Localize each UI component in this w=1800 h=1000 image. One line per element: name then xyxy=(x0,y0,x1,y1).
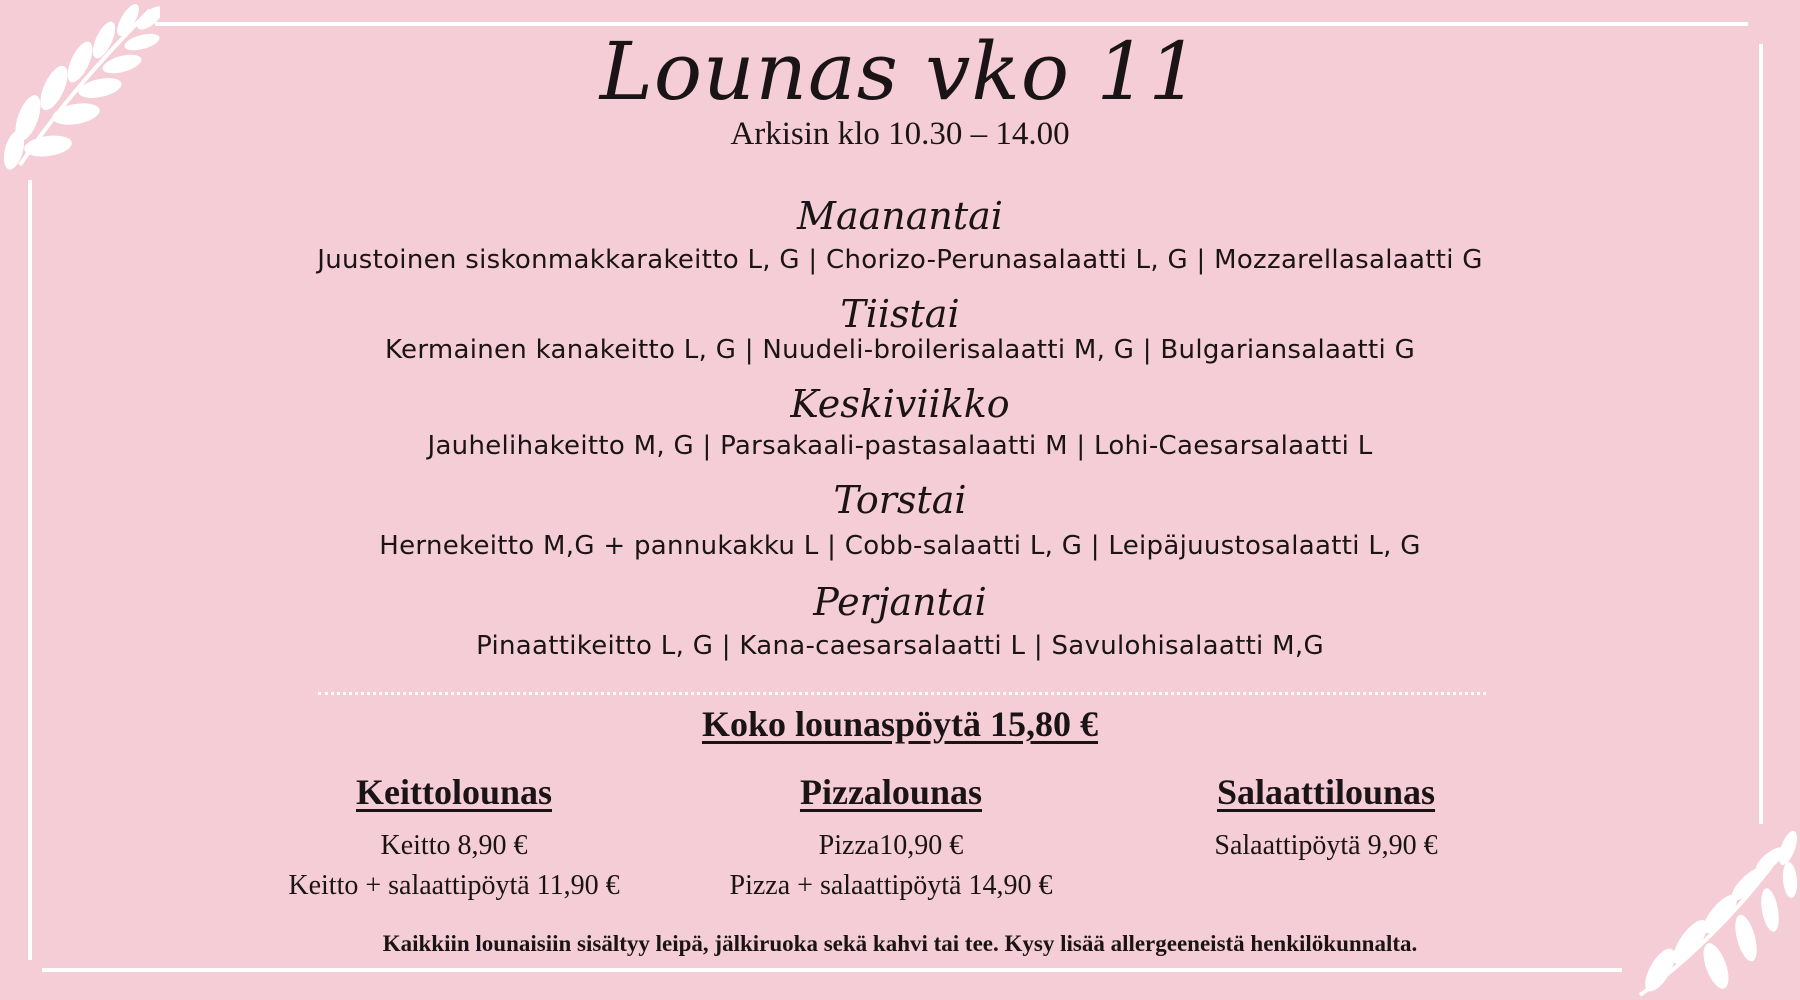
price-column-soup xyxy=(214,768,694,906)
day-heading-monday: Maanantai xyxy=(797,194,1003,238)
day-dishes-tuesday: Kermainen kanakeitto L, G | Nuudeli-broilerisalaatti M, G | Bulgariansalaatti G xyxy=(384,335,1416,365)
leaf-branch-icon xyxy=(1620,820,1800,1000)
section-divider xyxy=(318,692,1486,695)
price-column-pizza xyxy=(651,768,1131,906)
full-buffet-price: Koko lounaspöytä 15,80 € xyxy=(701,704,1099,744)
price-column-title: Pizzalounas xyxy=(799,772,982,812)
footer-note: Kaikkiin lounaisiin sisältyy leipä, jälkiruoka sekä kahvi tai tee. Kysy lisää allergeeneistä henkilökunnalta. xyxy=(382,931,1418,956)
day-dishes-wednesday: Jauhelihakeitto M, G | Parsakaali-pastasalaatti M | Lohi-Caesarsalaatti L xyxy=(427,431,1373,461)
price-column-title: Keittolounas xyxy=(355,772,552,812)
day-heading-wednesday: Keskiviikko xyxy=(790,382,1010,426)
day-dishes-thursday: Hernekeitto M,G + pannukakku L | Cobb-salaatti L, G | Leipäjuustosalaatti L, G xyxy=(379,531,1421,561)
price-line: Keitto 8,90 € xyxy=(380,830,528,861)
day-dishes-friday: Pinaattikeitto L, G | Kana-caesarsalaatti L | Savulohisalaatti M,G xyxy=(476,631,1324,661)
price-column-salad xyxy=(1086,768,1566,866)
day-heading-thursday: Torstai xyxy=(833,478,967,522)
opening-hours: Arkisin klo 10.30 – 14.00 xyxy=(730,116,1070,152)
frame-bottom-line xyxy=(42,968,1622,972)
page-title: Lounas vko 11 xyxy=(599,25,1201,118)
price-line: Salaattipöytä 9,90 € xyxy=(1214,830,1438,861)
price-line: Pizza10,90 € xyxy=(818,830,964,861)
day-heading-friday: Perjantai xyxy=(813,580,987,624)
price-column-title: Salaattilounas xyxy=(1216,772,1436,812)
price-line: Keitto + salaattipöytä 11,90 € xyxy=(288,870,620,901)
price-line: Pizza + salaattipöytä 14,90 € xyxy=(729,870,1053,901)
day-dishes-monday: Juustoinen siskonmakkarakeitto L, G | Chorizo-Perunasalaatti L, G | Mozzarellasalaatti G xyxy=(317,245,1483,275)
day-heading-tuesday: Tiistai xyxy=(840,292,960,336)
